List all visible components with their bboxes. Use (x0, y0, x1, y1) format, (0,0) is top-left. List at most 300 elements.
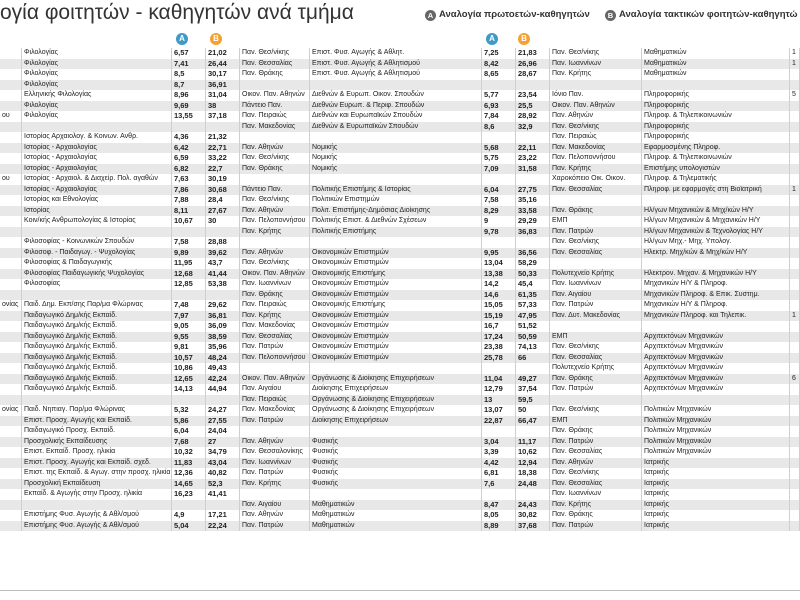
table-cell-c3: Παν. Μακεδονίας (240, 122, 310, 133)
table-cell-c5: Παν. Θεσσαλίας (550, 353, 642, 364)
table-cell-b1: 36,91 (206, 80, 240, 91)
table-cell-c5: Παν. Αιγαίου (550, 290, 642, 301)
table-cell-b2 (516, 174, 550, 185)
table-cell-a2 (482, 132, 516, 143)
table-row (0, 342, 800, 353)
table-cell-c2 (22, 500, 172, 511)
table-cell-c6 (642, 195, 790, 206)
table-cell-c4: Οικονομικών Επιστημών (310, 321, 482, 332)
table-cell-c3: Παν. Θεσσαλίας (240, 59, 310, 70)
legend-b (605, 9, 798, 21)
table-cell-a1: 14,13 (172, 384, 206, 395)
table-cell-c7 (790, 237, 800, 248)
table-cell-a1: 10,57 (172, 353, 206, 364)
table-cell-a2: 5,75 (482, 153, 516, 164)
table-cell-b2: 61,35 (516, 290, 550, 301)
table-cell-c7 (790, 153, 800, 164)
table-cell-c6: Ηλ/γων Μηχανικών & Τεχνολογίας Η/Υ (642, 227, 790, 238)
table-cell-c3: Παν. Ιωαννίνων (240, 279, 310, 290)
table-cell-c2: Φιλοσοφίας Παιδαγωγικής Ψυχολογίας (22, 269, 172, 280)
table-cell-c5: Παν. Θεσσαλίας (550, 447, 642, 458)
table-cell-c3: Παν. Αθηνών (240, 437, 310, 448)
table-cell-b2: 28,67 (516, 69, 550, 80)
table-cell-b2: 29,29 (516, 216, 550, 227)
table-cell-c4: Πολιτικής Επιστήμης (310, 227, 482, 238)
table-cell-a2: 3,39 (482, 447, 516, 458)
table-cell-b2: 50 (516, 405, 550, 416)
table-cell-c7 (790, 426, 800, 437)
table-cell-b1: 36,09 (206, 321, 240, 332)
table-cell-b2: 51,52 (516, 321, 550, 332)
table-cell-c5 (550, 258, 642, 269)
table-cell-b1: 21,02 (206, 48, 240, 59)
table-cell-a2: 14,6 (482, 290, 516, 301)
table-cell-c6: Μαθηματικών (642, 59, 790, 70)
table-cell-c3: Παν. Θράκης (240, 290, 310, 301)
table-cell-c1 (0, 489, 22, 500)
table-cell-c1 (0, 269, 22, 280)
table-row (0, 458, 800, 469)
table-cell-b1: 49,43 (206, 363, 240, 374)
table-row (0, 300, 800, 311)
table-cell-a2: 25,78 (482, 353, 516, 364)
table-cell-c7 (790, 122, 800, 133)
table-cell-a1: 6,59 (172, 153, 206, 164)
table-cell-b1: 27,55 (206, 416, 240, 427)
table-cell-a1: 7,97 (172, 311, 206, 322)
table-cell-c3: Παν. Αιγαίου (240, 500, 310, 511)
table-cell-c3: Παν. Κρήτης (240, 479, 310, 490)
table-cell-c7 (790, 111, 800, 122)
table-cell-c1 (0, 80, 22, 91)
table-cell-c2: Παιδ. Δημ. Εκπ/σης Παρ/μα Φλώρινας (22, 300, 172, 311)
table-cell-b2: 66 (516, 353, 550, 364)
table-cell-c2: Παιδαγωγικό Δημ/κής Εκπαίδ. (22, 363, 172, 374)
table-cell-c4 (310, 132, 482, 143)
table-row (0, 521, 800, 532)
table-cell-c2 (22, 227, 172, 238)
table-cell-b1: 24,04 (206, 426, 240, 437)
table-cell-c6: Πολιτικών Μηχανικών (642, 426, 790, 437)
table-cell-c5: ΕΜΠ (550, 216, 642, 227)
table-cell-c7 (790, 290, 800, 301)
table-cell-c4 (310, 174, 482, 185)
table-cell-c4: Οικονομικών Επιστημών (310, 332, 482, 343)
table-cell-c6: Ηλ/γων Μηχ.- Μηχ. Υπολογ. (642, 237, 790, 248)
table-cell-a2: 6,81 (482, 468, 516, 479)
table-cell-b2: 47,95 (516, 311, 550, 322)
column-a-marker: A (176, 33, 188, 45)
table-cell-c4: Οικονομικής Επιστήμης (310, 269, 482, 280)
table-cell-c2: Ιστορίας (22, 206, 172, 217)
table-row (0, 353, 800, 364)
table-cell-a1: 8,11 (172, 206, 206, 217)
table-cell-c5: Παν. Ιωαννίνων (550, 489, 642, 500)
table-row (0, 237, 800, 248)
table-cell-a2: 7,58 (482, 195, 516, 206)
table-cell-b1: 21,32 (206, 132, 240, 143)
table-cell-b2: 25,5 (516, 101, 550, 112)
table-cell-c2: Προσχολικής Εκπαίδευσης (22, 437, 172, 448)
table-cell-c7 (790, 437, 800, 448)
table-cell-c3: Παν. Αθηνών (240, 510, 310, 521)
table-cell-a2: 12,79 (482, 384, 516, 395)
table-cell-c7 (790, 206, 800, 217)
table-cell-c1 (0, 132, 22, 143)
table-cell-c7 (790, 143, 800, 154)
table-cell-c6: Πληροφορικής (642, 101, 790, 112)
divider (0, 590, 800, 591)
table-cell-b1: 30,68 (206, 185, 240, 196)
table-cell-c2: Φιλοσοφίας (22, 279, 172, 290)
table-cell-a2: 6,93 (482, 101, 516, 112)
table-cell-b2: 50,33 (516, 269, 550, 280)
table-cell-a1: 14,65 (172, 479, 206, 490)
table-cell-b1 (206, 500, 240, 511)
table-cell-c2: Ιστορίας - Αρχαιολογίας (22, 185, 172, 196)
table-cell-a1: 9,81 (172, 342, 206, 353)
table-cell-b2: 22,11 (516, 143, 550, 154)
table-cell-b2 (516, 237, 550, 248)
table-cell-c1 (0, 311, 22, 322)
table-cell-c1 (0, 216, 22, 227)
table-cell-c7 (790, 216, 800, 227)
table-cell-b1: 36,81 (206, 311, 240, 322)
table-cell-b2: 28,92 (516, 111, 550, 122)
table-cell-b2 (516, 426, 550, 437)
table-cell-c3: Παν. Πατρών (240, 521, 310, 532)
table-cell-c5: Πολυτεχνείο Κρήτης (550, 269, 642, 280)
table-cell-b2 (516, 80, 550, 91)
table-cell-b2 (516, 489, 550, 500)
table-cell-c7 (790, 258, 800, 269)
table-cell-c4: Οικονομικών Επιστημών (310, 311, 482, 322)
table-cell-c1 (0, 332, 22, 343)
table-cell-c4: Φυσικής (310, 479, 482, 490)
table-cell-c6 (642, 80, 790, 91)
table-cell-a2 (482, 489, 516, 500)
table-cell-c3: Παν. Πατρών (240, 416, 310, 427)
table-cell-c3: Παν. Αθηνών (240, 206, 310, 217)
table-cell-a2: 8,47 (482, 500, 516, 511)
table-row (0, 437, 800, 448)
table-cell-c7 (790, 101, 800, 112)
table-cell-c7 (790, 510, 800, 521)
table-cell-b1: 27 (206, 437, 240, 448)
table-cell-c7 (790, 521, 800, 532)
table-cell-c4: Νομικής (310, 153, 482, 164)
table-cell-a1: 4,36 (172, 132, 206, 143)
table-cell-b1: 28,4 (206, 195, 240, 206)
table-row (0, 69, 800, 80)
table-cell-c6: Αρχιτεκτόνων Μηχανικών (642, 363, 790, 374)
table-cell-c4: Νομικής (310, 164, 482, 175)
table-cell-c1 (0, 48, 22, 59)
table-cell-c6: Πληροφ. & Τηλεματικής (642, 174, 790, 185)
table-row (0, 185, 800, 196)
table-cell-c6: Αρχιτεκτόνων Μηχανικών (642, 353, 790, 364)
table-cell-b1: 34,79 (206, 447, 240, 458)
table-cell-c4: Οικονομικών Επιστημών (310, 258, 482, 269)
table-cell-c5: Παν. Πατρών (550, 437, 642, 448)
table-row (0, 122, 800, 133)
table-cell-c7 (790, 174, 800, 185)
table-cell-c3: Παν. Κρήτης (240, 227, 310, 238)
table-cell-b1: 30 (206, 216, 240, 227)
table-cell-c2: Επιστ. της Εκπαίδ. & Αγωγ. στην προσχ. ηλικία (22, 468, 172, 479)
table-cell-c4 (310, 363, 482, 374)
table-cell-c1 (0, 500, 22, 511)
table-cell-c3: Πάντειο Παν. (240, 185, 310, 196)
table-cell-b1: 53,38 (206, 279, 240, 290)
table-cell-a1: 10,67 (172, 216, 206, 227)
table-cell-c1 (0, 279, 22, 290)
table-cell-c7 (790, 500, 800, 511)
table-row (0, 500, 800, 511)
table-row (0, 90, 800, 101)
table-cell-a2: 4,42 (482, 458, 516, 469)
table-cell-b2: 59,5 (516, 395, 550, 406)
table-cell-c1 (0, 153, 22, 164)
table-cell-c4: Διεθνών και Ευρωπαϊκών Σπουδών (310, 111, 482, 122)
table-cell-b2 (516, 363, 550, 374)
table-cell-b2: 45,4 (516, 279, 550, 290)
table-cell-c1 (0, 416, 22, 427)
table-cell-c4: Επιστ. Φυσ. Αγωγής & Αθλητισμού (310, 59, 482, 70)
table-cell-c3: Παν. Πειραιώς (240, 395, 310, 406)
table-cell-c7 (790, 248, 800, 259)
table-row (0, 332, 800, 343)
table-cell-c7 (790, 479, 800, 490)
table-cell-c6: Ηλεκτρον. Μηχαν. & Μηχανικών Η/Υ (642, 269, 790, 280)
table-cell-c7: 1 (790, 48, 800, 59)
table-cell-c6: Πληροφ. & Τηλεπικοινωνιών (642, 153, 790, 164)
table-cell-a2: 14,2 (482, 279, 516, 290)
table-cell-c6: Πληροφορικής (642, 90, 790, 101)
table-cell-c5: Παν. Θεσσαλίας (550, 185, 642, 196)
table-cell-a1: 5,86 (172, 416, 206, 427)
table-cell-c5: ΕΜΠ (550, 332, 642, 343)
table-cell-a1: 7,86 (172, 185, 206, 196)
table-row (0, 153, 800, 164)
table-cell-c6: Επιστήμης υπολογιστών (642, 164, 790, 175)
table-cell-c3: Παν. Πατρών (240, 342, 310, 353)
table-cell-c2: Φιλολογίας (22, 111, 172, 122)
table-cell-b1: 42,24 (206, 374, 240, 385)
table-cell-a1: 7,48 (172, 300, 206, 311)
table-cell-c6 (642, 258, 790, 269)
table-cell-b2: 24,48 (516, 479, 550, 490)
table-cell-a1 (172, 122, 206, 133)
table-cell-b1: 29,62 (206, 300, 240, 311)
table-cell-c7 (790, 195, 800, 206)
table-cell-b1: 43,04 (206, 458, 240, 469)
table-cell-a2: 15,05 (482, 300, 516, 311)
table-cell-c5: Ιόνιο Παν. (550, 90, 642, 101)
table-cell-c3: Παν. Θεσ/νίκης (240, 195, 310, 206)
table-cell-c1 (0, 479, 22, 490)
table-cell-c4: Οικονομικής Επιστήμης (310, 300, 482, 311)
table-row (0, 101, 800, 112)
table-cell-b2: 18,38 (516, 468, 550, 479)
table-row (0, 80, 800, 91)
table-cell-b2: 11,17 (516, 437, 550, 448)
table-cell-c5 (550, 321, 642, 332)
table-cell-a2: 8,65 (482, 69, 516, 80)
table-cell-a2: 9 (482, 216, 516, 227)
table-cell-c5: Πολυτεχνείο Κρήτης (550, 363, 642, 374)
table-cell-c3: Παν. Πελοποννήσου (240, 216, 310, 227)
table-cell-c6: Ηλ/γων Μηχανικών & Μηχ/κών Η/Υ (642, 206, 790, 217)
table-cell-c5: Χαροκόπειο Οικ. Οικον. (550, 174, 642, 185)
table-cell-c5: Παν. Μακεδονίας (550, 143, 642, 154)
table-cell-c6: Μηχανικών Πληροφ. & Επικ. Συστημ. (642, 290, 790, 301)
table-cell-c6: Πολιτικών Μηχανικών (642, 447, 790, 458)
table-cell-c3: Παν. Θράκης (240, 69, 310, 80)
table-cell-c6: Ηλ/γων Μηχανικών & Μηχανικών Η/Υ (642, 216, 790, 227)
table-cell-c1 (0, 510, 22, 521)
table-cell-c5: Παν. Δυτ. Μακεδονίας (550, 311, 642, 322)
table-cell-c2: Παιδαγωγικό Δημ/κής Εκπαίδ. (22, 342, 172, 353)
table-cell-c7 (790, 279, 800, 290)
table-row (0, 290, 800, 301)
table-cell-c3: Παν. Θεσ/νίκης (240, 153, 310, 164)
table-cell-c2: Φιλοσοφίας & Παιδαγωγικής (22, 258, 172, 269)
table-cell-c6: Ιατρικής (642, 521, 790, 532)
table-cell-b1: 26,44 (206, 59, 240, 70)
table-cell-a1: 9,89 (172, 248, 206, 259)
table-cell-c3: Παν. Θράκης (240, 164, 310, 175)
table-cell-c5: Παν. Θεσ/νίκης (550, 342, 642, 353)
table-row (0, 143, 800, 154)
table-row (0, 384, 800, 395)
table-cell-c4: Οικονομικών Επιστημών (310, 279, 482, 290)
table-cell-c1 (0, 143, 22, 154)
table-cell-b2: 37,68 (516, 521, 550, 532)
legend-a-marker: A (425, 10, 436, 21)
table-cell-b2: 58,29 (516, 258, 550, 269)
table-cell-a1: 8,5 (172, 69, 206, 80)
table-cell-a2: 17,24 (482, 332, 516, 343)
table-cell-c5: Παν. Θεσσαλίας (550, 248, 642, 259)
table-cell-a1: 12,65 (172, 374, 206, 385)
table-cell-a2: 9,78 (482, 227, 516, 238)
table-cell-c5: Παν. Θεσ/νίκης (550, 468, 642, 479)
table-cell-c2: Παιδαγωγικό Δημ/κής Εκπαίδ. (22, 374, 172, 385)
table-cell-b1 (206, 395, 240, 406)
table-cell-a2: 13 (482, 395, 516, 406)
table-cell-a2: 23,38 (482, 342, 516, 353)
table-cell-c5 (550, 195, 642, 206)
table-cell-c6 (642, 321, 790, 332)
table-cell-a2: 8,42 (482, 59, 516, 70)
table-cell-c3: Παν. Θεσσαλίας (240, 332, 310, 343)
table-cell-c4: Διεθνών Ευρωπ. & Περιφ. Σπουδών (310, 101, 482, 112)
table-cell-c6: Ιατρικής (642, 468, 790, 479)
table-cell-b2: 27,75 (516, 185, 550, 196)
table-cell-b1 (206, 227, 240, 238)
table-cell-c4 (310, 489, 482, 500)
table-cell-c6: Ιατρικής (642, 479, 790, 490)
table-cell-b2: 32,9 (516, 122, 550, 133)
table-cell-b1: 48,24 (206, 353, 240, 364)
table-cell-a2: 13,38 (482, 269, 516, 280)
table-cell-c4: Φυσικής (310, 468, 482, 479)
table-cell-c1 (0, 458, 22, 469)
table-cell-a1: 6,42 (172, 143, 206, 154)
table-row (0, 395, 800, 406)
table-cell-a2: 7,09 (482, 164, 516, 175)
table-cell-a2: 5,68 (482, 143, 516, 154)
table-cell-c2: Παιδαγωγικό Δημ/κής Εκπαίδ. (22, 353, 172, 364)
table-cell-c4: Επιστ. Φυσ. Αγωγής & Αθλητ. (310, 48, 482, 59)
table-cell-c1 (0, 101, 22, 112)
table-cell-c2: Προσχολική Εκπαίδευση (22, 479, 172, 490)
table-cell-c4: Διεθνών & Ευρωπ. Οικον. Σπουδών (310, 90, 482, 101)
table-row (0, 426, 800, 437)
table-row (0, 489, 800, 500)
table-cell-c1 (0, 164, 22, 175)
table-cell-c3: Παν. Θεσ/νίκης (240, 258, 310, 269)
table-cell-c1 (0, 122, 22, 133)
table-cell-c7 (790, 458, 800, 469)
table-cell-c2: Ιστορίας - Αρχαιολ. & Διαχείρ. Πολ. αγαθών (22, 174, 172, 185)
table-cell-a1: 5,32 (172, 405, 206, 416)
table-row (0, 479, 800, 490)
table-cell-c7 (790, 342, 800, 353)
table-cell-c4: Φυσικής (310, 447, 482, 458)
table-cell-c1 (0, 258, 22, 269)
table-cell-c3: Παν. Θεσ/νίκης (240, 48, 310, 59)
table-cell-a2: 9,95 (482, 248, 516, 259)
table-cell-b1: 44,94 (206, 384, 240, 395)
table-cell-a1 (172, 227, 206, 238)
table-row (0, 363, 800, 374)
table-cell-a1 (172, 500, 206, 511)
table-cell-c3: Παν. Αθηνών (240, 248, 310, 259)
table-cell-c5: Παν. Θεσ/νίκης (550, 48, 642, 59)
table-cell-c7 (790, 164, 800, 175)
table-cell-c7 (790, 227, 800, 238)
table-row (0, 416, 800, 427)
table-cell-a2 (482, 426, 516, 437)
table-cell-c3: Παν. Αιγαίου (240, 384, 310, 395)
table-cell-c2: Παιδαγωγικό Δημ/κής Εκπαίδ. (22, 384, 172, 395)
table-cell-a1: 12,68 (172, 269, 206, 280)
table-cell-b2: 35,16 (516, 195, 550, 206)
table-cell-c3: Παν. Πατρών (240, 468, 310, 479)
table-cell-c4: Μαθηματικών (310, 500, 482, 511)
table-row (0, 164, 800, 175)
table-row (0, 258, 800, 269)
table-row (0, 311, 800, 322)
table-row (0, 405, 800, 416)
table-cell-c4: Μαθηματικών (310, 521, 482, 532)
table-cell-c5: Παν. Θράκης (550, 206, 642, 217)
table-cell-c2: Παιδαγωγικό Δημ/κής Εκπαίδ. (22, 311, 172, 322)
table-row (0, 111, 800, 122)
table-cell-b1: 41,44 (206, 269, 240, 280)
table-cell-c4: Νομικής (310, 143, 482, 154)
table-cell-c3 (240, 426, 310, 437)
table-cell-c1 (0, 437, 22, 448)
table-cell-c2: Κοιν/κής Ανθρωπολογίας & Ιστορίας (22, 216, 172, 227)
table-cell-c3: Οικον. Παν. Αθηνών (240, 90, 310, 101)
table-cell-c2: Επιστήμης Φυσ. Αγωγής & Αθλ/σμού (22, 521, 172, 532)
table-row (0, 48, 800, 59)
table-cell-c2: Παιδ. Νηπιαγ. Παρ/μα Φλώρινας (22, 405, 172, 416)
table-cell-b2: 23,22 (516, 153, 550, 164)
